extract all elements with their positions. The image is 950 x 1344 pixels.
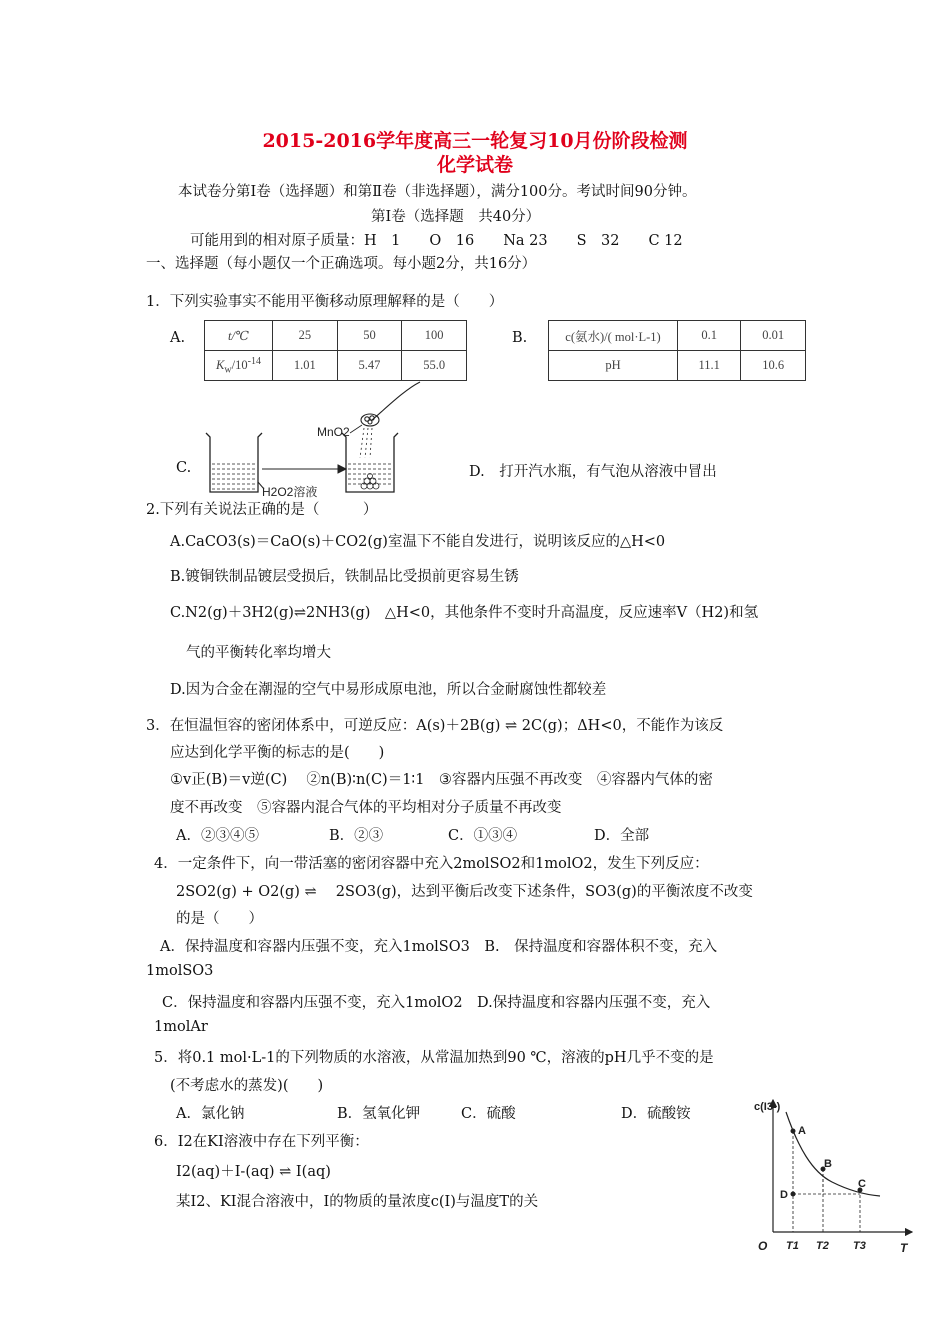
q5-option-c: C．硫酸 xyxy=(461,1106,516,1122)
table-a-header-t: t/℃ xyxy=(205,321,273,351)
table-a-cell: 100 xyxy=(402,321,467,351)
q4-line-1: 4．一定条件下，向一带活塞的密闭容器中充入2molSO2和1molO2，发生下列反应： xyxy=(154,856,709,872)
beaker-left xyxy=(206,433,262,492)
q4-line-3: 的是（ ） xyxy=(176,911,263,927)
origin-label: O xyxy=(758,1239,768,1253)
q5-option-d: D．硫酸铵 xyxy=(621,1106,691,1122)
q2-option-b: B.镀铜铁制品镀层受损后，铁制品比受损前更容易生锈 xyxy=(170,569,519,585)
q5-line-2: (不考虑水的蒸发)( ) xyxy=(170,1078,324,1094)
spoon-icon xyxy=(361,382,420,426)
intro-text: 本试卷分第Ⅰ卷（选择题）和第Ⅱ卷（非选择题），满分100分。考试时间90分钟。 xyxy=(178,184,697,200)
q5-option-b: B．氢氧化钾 xyxy=(337,1106,421,1122)
q2-option-a: A.CaCO3(s)＝CaO(s)＋CO2(g)室温下不能自发进行，说明该反应的△H<0 xyxy=(170,534,666,550)
q6-line-1: 6．I2在KI溶液中存在下列平衡： xyxy=(154,1134,369,1150)
table-b-cell: 0.1 xyxy=(678,321,741,351)
q2-stem: 2.下列有关说法正确的是（ ） xyxy=(146,502,378,518)
table-a-cell: 55.0 xyxy=(402,351,467,381)
q5-option-a: A．氯化钠 xyxy=(176,1106,245,1122)
table-b-cell: 10.6 xyxy=(741,351,806,381)
q1-option-a-label: A. xyxy=(170,330,186,346)
q1-figure-c xyxy=(196,378,428,500)
q6-line-2: I2(aq)＋I-(aq) ⇌ I(aq) xyxy=(176,1164,331,1180)
table-a-cell: 1.01 xyxy=(273,351,338,381)
label-b: B xyxy=(824,1158,832,1170)
q3-line-1: 3．在恒温恒容的密闭体系中，可逆反应：A(s)＋2B(g) ⇌ 2C(g)；ΔH<0，不能作为该反 xyxy=(146,718,724,734)
table-a-cell: 5.47 xyxy=(337,351,402,381)
q4-line-2: 2SO2(g) + O2(g) ⇌ 2SO3(g)，达到平衡后改变下述条件，SO3(g)的平衡浓度不改变 xyxy=(176,884,753,900)
q2-option-c-cont: 气的平衡转化率均增大 xyxy=(186,645,331,661)
q4-option-a-b: A．保持温度和容器内压强不变，充入1molSO3 B. 保持温度和容器体积不变，充入 xyxy=(160,939,718,955)
table-b-cell: 0.01 xyxy=(741,321,806,351)
exam-subtitle: 化学试卷 xyxy=(436,154,513,176)
y-axis-label: c(I3-) xyxy=(754,1101,781,1113)
q3-option-d: D．全部 xyxy=(594,828,650,844)
table-a-cell: 50 xyxy=(337,321,402,351)
point-d xyxy=(791,1192,796,1197)
q5-line-1: 5．将0.1 mol·L-1的下列物质的水溶液，从常温加热到90 ℃，溶液的pH几乎不变的是 xyxy=(154,1050,714,1066)
atomic-masses: 可能用到的相对原子质量：H 1 O 16 Na 23 S 32 C 12 xyxy=(190,233,683,249)
label-d: D xyxy=(780,1189,788,1201)
label-c: C xyxy=(858,1178,866,1190)
q1-table-a xyxy=(204,320,467,381)
q3-line-3: ①v正(B)＝v逆(C) ②n(B)∶n(C)＝1∶1 ③容器内压强不再改变 ④容器内气体的密 xyxy=(170,772,713,788)
point-a xyxy=(791,1129,796,1134)
q3-option-b: B．②③ xyxy=(329,828,384,844)
solution-left xyxy=(212,464,256,489)
section-heading: 一、选择题（每小题仅一个正确选项。每小题2分，共16分） xyxy=(146,256,537,272)
label-a: A xyxy=(798,1125,806,1137)
table-b-header-c: c(氨水)/( mol·L-1) xyxy=(549,321,678,351)
label-h2o2: H2O2溶液 xyxy=(262,485,318,499)
tick-t1: T1 xyxy=(786,1240,799,1252)
q6-line-3: 某I2、KI混合溶液中，I的物质的量浓度c(I)与温度T的关 xyxy=(176,1194,539,1210)
q6-graph xyxy=(752,1092,920,1262)
x-axis-label: T xyxy=(900,1241,908,1255)
q3-line-2: 应达到化学平衡的标志的是( ) xyxy=(170,745,385,761)
q1-table-b xyxy=(548,320,806,381)
exam-title: 2015-2016学年度高三一轮复习10月份阶段检测 xyxy=(262,130,688,152)
q4-option-b-cont: 1molSO3 xyxy=(146,963,214,979)
table-b-header-ph: pH xyxy=(549,351,678,381)
tick-t2: T2 xyxy=(816,1240,829,1252)
q2-option-d: D.因为合金在潮湿的空气中易形成原电池，所以合金耐腐蚀性都较差 xyxy=(170,682,607,698)
tick-t3: T3 xyxy=(853,1240,866,1252)
q2-option-c: C.N2(g)＋3H2(g)⇌2NH3(g) △H<0，其他条件不变时升高温度，反应速率V（H2)和氢 xyxy=(170,605,759,621)
q1-option-d: D. 打开汽水瓶，有气泡从溶液中冒出 xyxy=(469,464,717,480)
table-a-cell: 25 xyxy=(273,321,338,351)
q1-option-b-label: B. xyxy=(512,330,528,346)
falling-powder xyxy=(360,428,372,458)
q1-stem: 1．下列实验事实不能用平衡移动原理解释的是（ ） xyxy=(146,294,504,310)
bubbles-icon xyxy=(361,474,379,490)
q4-option-d-cont: 1molAr xyxy=(154,1019,208,1035)
q1-option-c-label: C. xyxy=(176,460,192,476)
q3-line-4: 度不再改变 ⑤容器内混合气体的平均相对分子质量不再改变 xyxy=(170,800,562,816)
table-b-cell: 11.1 xyxy=(678,351,741,381)
q3-option-a: A．②③④⑤ xyxy=(176,828,259,844)
q3-option-c: C．①③④ xyxy=(448,828,518,844)
q4-option-c-d: C．保持温度和容器内压强不变，充入1molO2 D.保持温度和容器内压强不变，充入 xyxy=(162,995,711,1011)
table-a-header-kw: $K_w/10^{-14}$ xyxy=(205,351,273,381)
part-one-heading: 第Ⅰ卷（选择题 共40分） xyxy=(371,209,541,225)
label-mno2: MnO2 xyxy=(317,425,350,439)
